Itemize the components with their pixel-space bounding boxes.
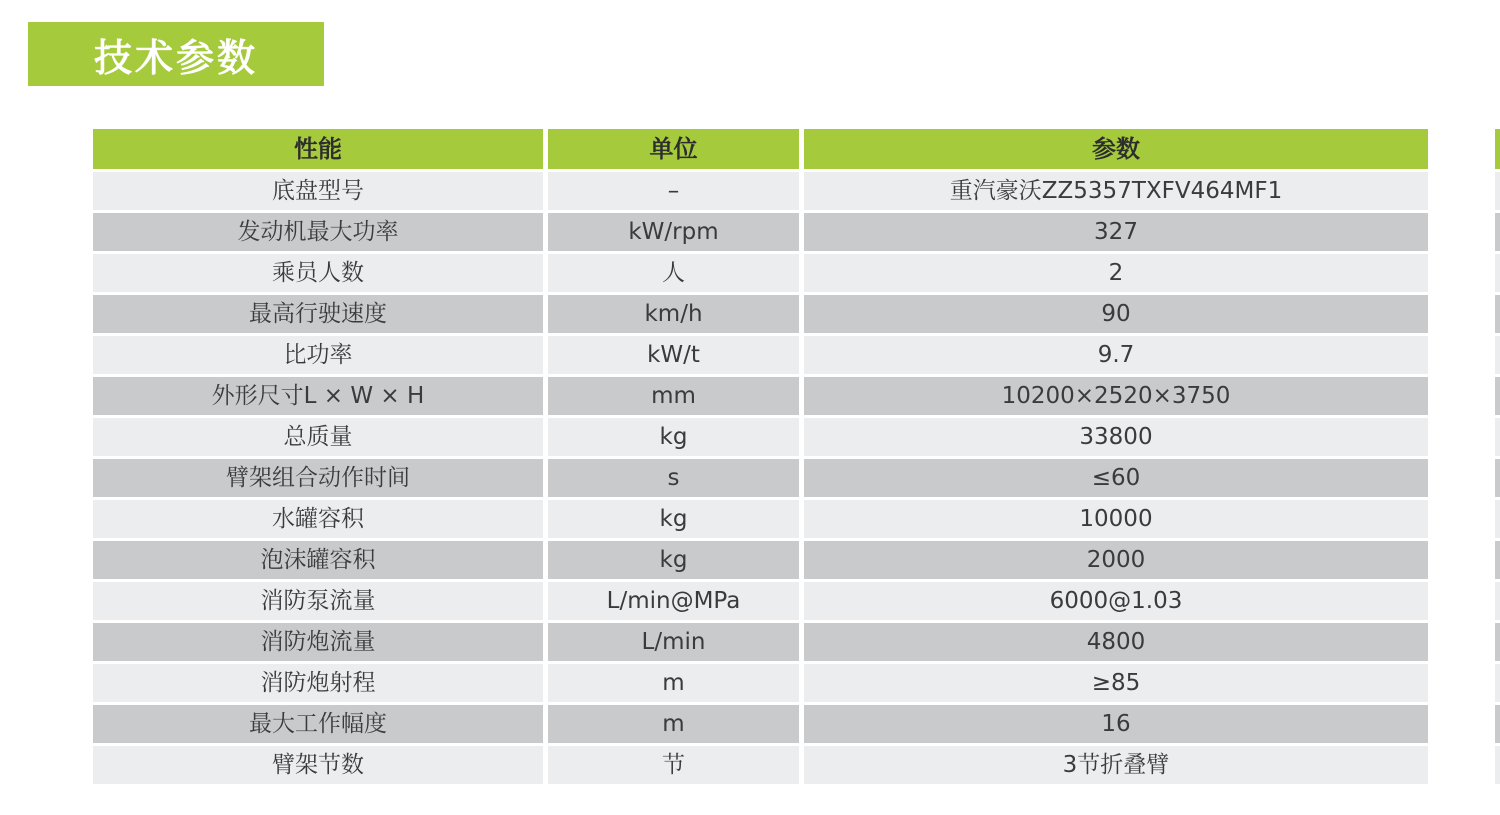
spec-name-cell: 发动机最大功率 [93,213,543,251]
spec-unit-cell: m [548,664,799,702]
spec-name-cell: 总质量 [93,418,543,456]
adjacent-table-edge-block [1495,664,1500,702]
spec-name-cell: 水罐容积 [93,500,543,538]
spec-value-cell: 90 [804,295,1428,333]
spec-table [93,129,1428,784]
spec-value-cell: 10200×2520×3750 [804,377,1428,415]
adjacent-table-edge-block [1495,172,1500,210]
column-header: 参数 [804,129,1428,169]
adjacent-table-edge-block [1495,418,1500,456]
adjacent-table-edge-block [1495,254,1500,292]
adjacent-table-edge-block [1495,377,1500,415]
spec-name-cell: 消防炮流量 [93,623,543,661]
spec-value-cell: 33800 [804,418,1428,456]
spec-name-cell: 臂架节数 [93,746,543,784]
spec-unit-cell: kg [548,418,799,456]
spec-value-cell: 16 [804,705,1428,743]
spec-name-cell: 消防泵流量 [93,582,543,620]
spec-name-cell: 臂架组合动作时间 [93,459,543,497]
spec-name-cell: 泡沫罐容积 [93,541,543,579]
spec-value-cell: 9.7 [804,336,1428,374]
spec-value-cell: 327 [804,213,1428,251]
spec-value-cell: 3节折叠臂 [804,746,1428,784]
spec-name-cell: 底盘型号 [93,172,543,210]
spec-value-cell: 10000 [804,500,1428,538]
spec-unit-cell: 节 [548,746,799,784]
spec-unit-cell: kg [548,500,799,538]
adjacent-table-edge-block [1495,582,1500,620]
spec-unit-cell: L/min [548,623,799,661]
spec-unit-cell: kg [548,541,799,579]
spec-name-cell: 外形尺寸L × W × H [93,377,543,415]
spec-value-cell: ≥85 [804,664,1428,702]
spec-name-cell: 乘员人数 [93,254,543,292]
spec-unit-cell: L/min@MPa [548,582,799,620]
adjacent-table-edge-block [1495,336,1500,374]
spec-unit-cell: – [548,172,799,210]
spec-unit-cell: mm [548,377,799,415]
column-header: 单位 [548,129,799,169]
spec-name-cell: 最大工作幅度 [93,705,543,743]
spec-value-cell: 2 [804,254,1428,292]
spec-unit-cell: kW/rpm [548,213,799,251]
adjacent-table-edge-block [1495,623,1500,661]
spec-unit-cell: s [548,459,799,497]
section-title-text: 技术参数 [93,35,258,80]
adjacent-table-edge-block [1495,541,1500,579]
adjacent-table-edge-block [1495,500,1500,538]
spec-value-cell: ≤60 [804,459,1428,497]
spec-unit-cell: kW/t [548,336,799,374]
spec-value-cell: 重汽豪沃ZZ5357TXFV464MF1 [804,172,1428,210]
spec-unit-cell: m [548,705,799,743]
adjacent-table-edge-block [1495,746,1500,784]
adjacent-table-edge-block [1495,295,1500,333]
adjacent-table-edge-block [1495,705,1500,743]
spec-name-cell: 最高行驶速度 [93,295,543,333]
adjacent-table-edge-block [1495,459,1500,497]
spec-value-cell: 4800 [804,623,1428,661]
section-title-badge [28,22,324,86]
spec-unit-cell: km/h [548,295,799,333]
adjacent-table-edge-block [1495,129,1500,169]
column-header: 性能 [93,129,543,169]
adjacent-table-edge [1495,129,1500,787]
spec-name-cell: 比功率 [93,336,543,374]
spec-value-cell: 6000@1.03 [804,582,1428,620]
spec-value-cell: 2000 [804,541,1428,579]
adjacent-table-edge-block [1495,213,1500,251]
spec-name-cell: 消防炮射程 [93,664,543,702]
spec-unit-cell: 人 [548,254,799,292]
